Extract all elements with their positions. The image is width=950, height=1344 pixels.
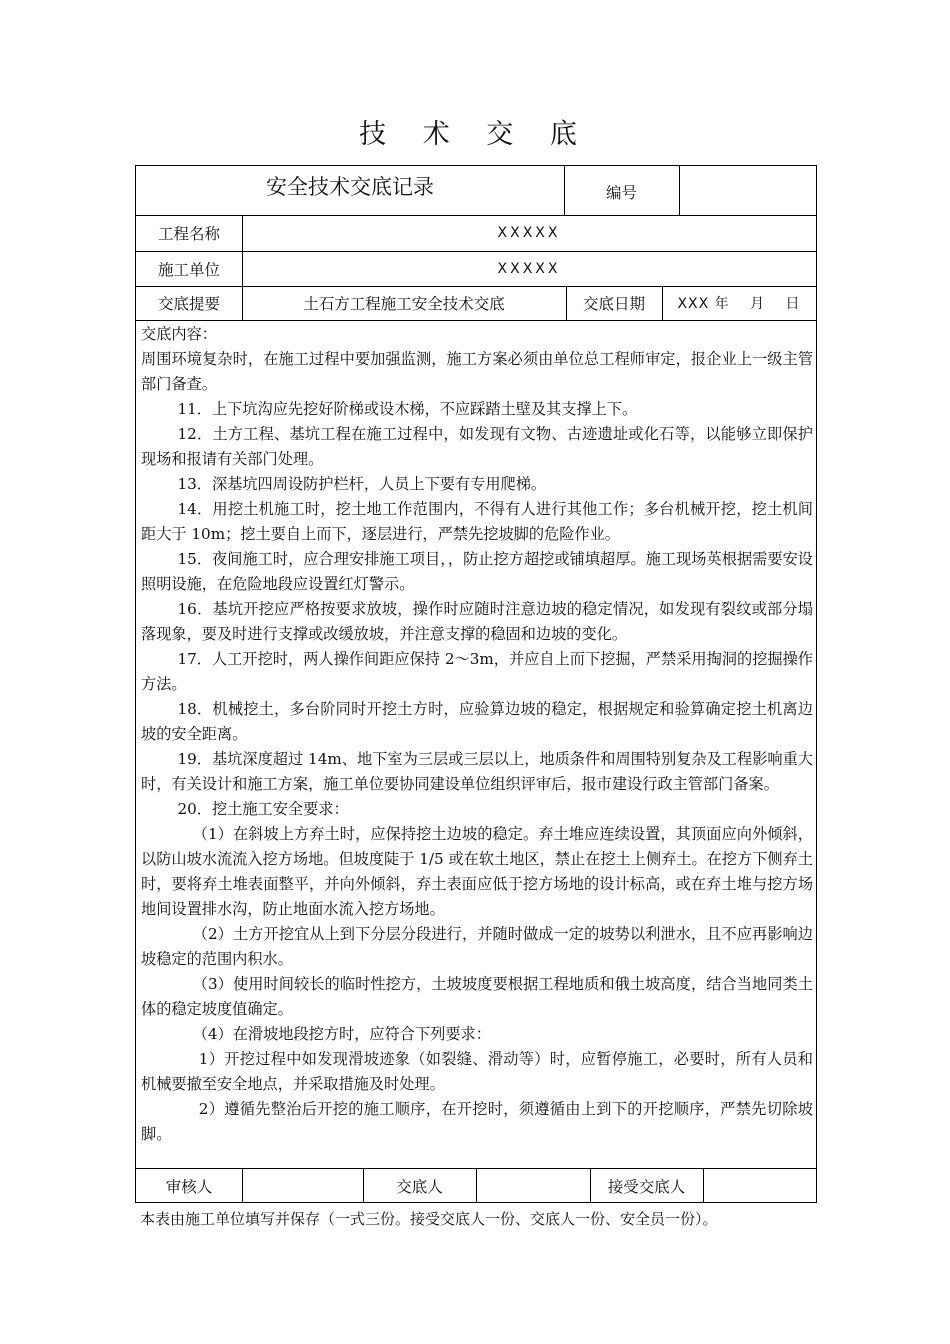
project-name-label: 工程名称 — [157, 225, 220, 243]
receiver-label: 接受交底人 — [607, 1177, 686, 1196]
content-paragraph: 17．人工开挖时，两人操作间距应保持 2～3m，并应自上而下挖掘，严禁采用掏洞的挖掘操作方法。 — [141, 650, 813, 693]
content-paragraph: 20．挖土施工安全要求： — [177, 800, 349, 818]
content-paragraph: 11．上下坑沟应先挖好阶梯或设木梯，不应踩踏土壁及其支撑上下。 — [177, 400, 638, 418]
content-paragraph: （3）使用时间较长的临时性挖方，土坡坡度要根据工程地质和俄土坡高度，结合当地同类土体的稳定坡度值确定。 — [141, 975, 813, 1018]
presenter-value — [476, 1168, 590, 1203]
presenter-label: 交底人 — [396, 1177, 443, 1196]
content-paragraph: 14．用挖土机施工时，挖土地工作范围内，不得有人进行其他工作；多台机械开挖，挖土机间距大于 10m；挖土要自上而下，逐层进行，严禁先挖坡脚的危险作业。 — [141, 500, 813, 543]
content-paragraph: 周围环境复杂时，在施工过程中要加强监测，施工方案必须由单位总工程师审定，报企业上一级主管部门备查。 — [141, 350, 813, 393]
number-value — [679, 166, 816, 215]
content-paragraph: 12．土方工程、基坑工程在施工过程中，如发现有文物、古迹遗址或化石等，以能够立即保护现场和报请有关部门处理。 — [141, 425, 813, 468]
disclosure-content — [141, 322, 813, 1147]
project-name-value: XXXXX — [497, 225, 561, 241]
content-paragraph: 15．夜间施工时，应合理安排施工项目，，防止挖方超挖或铺填超厚。施工现场英根据需要安设照明设施，在危险地段应设置红灯警示。 — [141, 550, 813, 593]
record-title: 安全技术交底记录 — [266, 175, 434, 199]
disclosure-date-value: XXX 年 月 日 — [677, 296, 801, 312]
reviewer-label: 审核人 — [165, 1177, 213, 1196]
content-paragraph: 16．基坑开挖应严格按要求放坡，操作时应随时注意边坡的稳定情况，如发现有裂纹或部分塌落现象，要及时进行支撑或改缓放坡，并注意支撑的稳固和边坡的变化。 — [141, 600, 813, 643]
construction-unit-label: 施工单位 — [157, 260, 220, 279]
disclosure-form — [135, 165, 817, 1203]
summary-label: 交底提要 — [157, 295, 220, 313]
content-paragraph: （4）在滑坡地段挖方时，应符合下列要求： — [192, 1025, 491, 1043]
receiver-value — [703, 1168, 816, 1203]
content-paragraph: （1）在斜坡上方弃土时，应保持挖土边坡的稳定。弃土堆应连续设置，其顶面应向外倾斜，以防山坡水流流入挖方场地。但坡度陡于 1/5 或在软土地区，禁止在挖土上侧弃土。在挖方下侧弃土时，要将弃土堆表面整平，并向外倾斜，弃土表面应低于挖方场地的设计标高，或在弃土堆与挖方场地间设置排水沟，防止地面水流入挖方场地。 — [141, 825, 813, 918]
content-paragraph: 2）遵循先整治后开挖的施工顺序，在开挖时，须遵循由上到下的开挖顺序，严禁先切除坡脚。 — [141, 1100, 813, 1143]
disclosure-date-label: 交底日期 — [582, 295, 645, 313]
content-paragraph: （2）土方开挖宜从上到下分层分段进行，并随时做成一定的坡势以利泄水，且不应再影响边坡稳定的范围内积水。 — [141, 925, 813, 968]
reviewer-value — [242, 1168, 363, 1203]
footnote: 本表由施工单位填写并保存（一式三份。接受交底人一份、交底人一份、安全员一份）。 — [140, 1210, 718, 1228]
content-heading: 交底内容： — [141, 325, 217, 343]
number-label: 编号 — [605, 184, 637, 202]
construction-unit-value: XXXXX — [497, 260, 561, 277]
content-paragraph: 1）开挖过程中如发现滑坡迹象（如裂缝、滑动等）时，应暂停施工，必要时，所有人员和机械要撤至安全地点，并采取措施及时处理。 — [141, 1050, 813, 1093]
summary-value: 土石方工程施工安全技术交底 — [303, 295, 505, 313]
content-paragraph: 18．机械挖土，多台阶同时开挖土方时，应验算边坡的稳定，根据规定和验算确定挖土机离边坡的安全距离。 — [141, 700, 813, 743]
content-paragraph: 19．基坑深度超过 14m、地下室为三层或三层以上，地质条件和周围特别复杂及工程影响重大时，有关设计和施工方案，施工单位要协同建设单位组织评审后，报市建设行政主管部门备案。 — [141, 750, 813, 793]
content-paragraph: 13．深基坑四周设防护栏杆，人员上下要有专用爬梯。 — [177, 475, 547, 493]
document-title: 技 术 交 底 — [359, 119, 591, 150]
